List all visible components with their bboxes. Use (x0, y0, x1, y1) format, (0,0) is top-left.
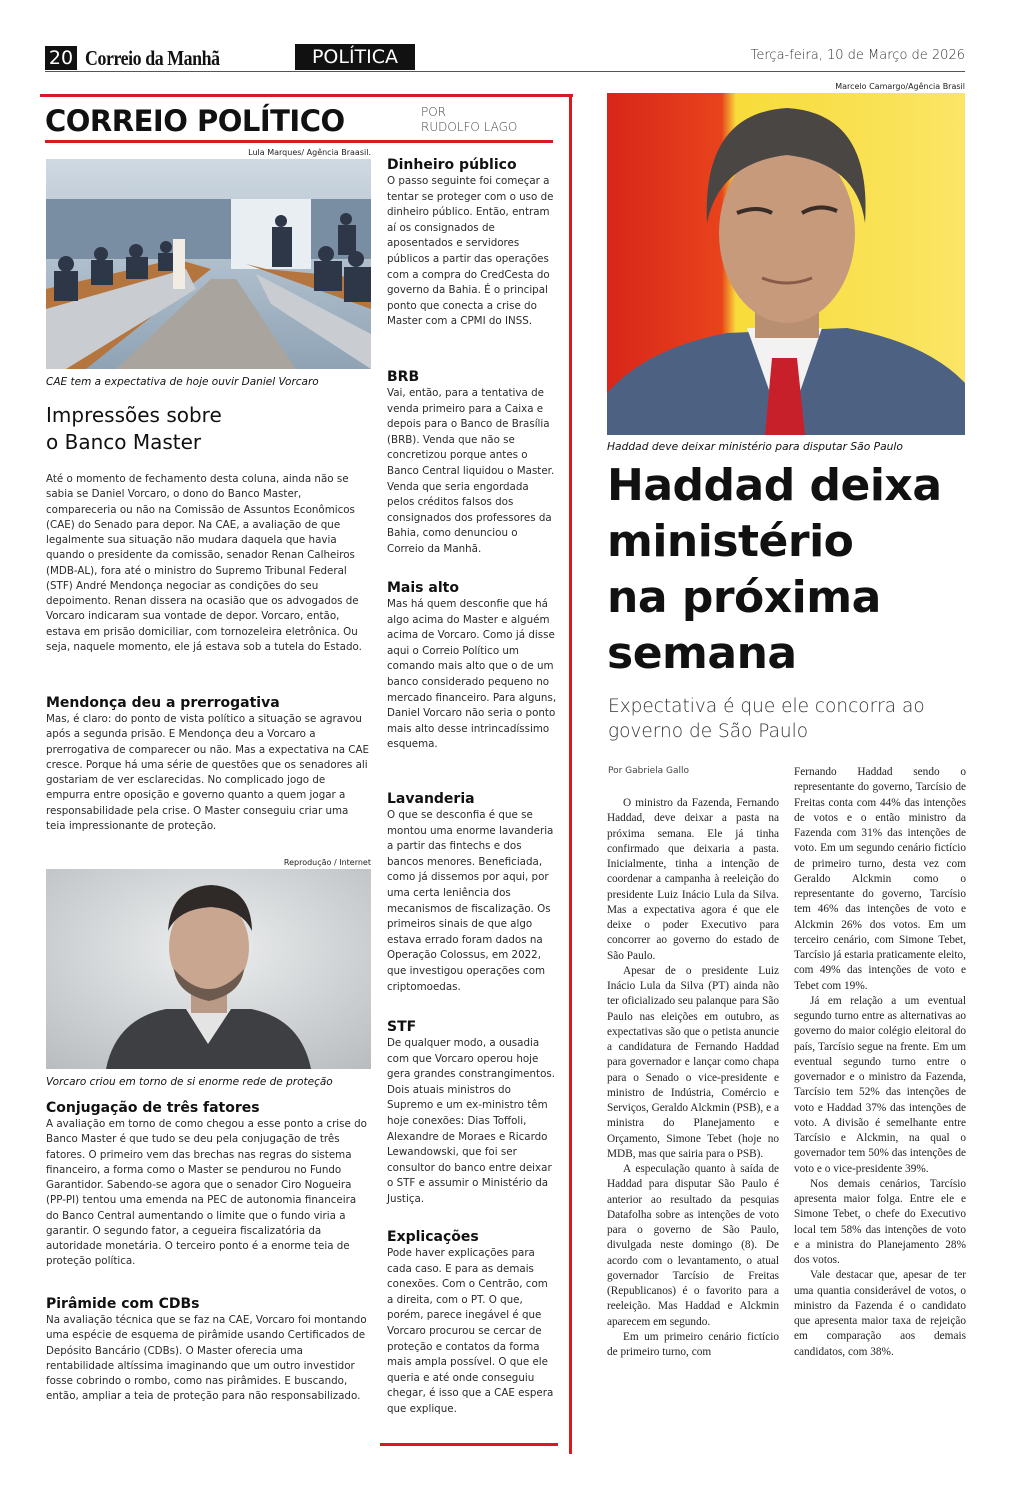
column-title-rule (45, 140, 553, 143)
article-paragraph: Em um primeiro cenário fictício de primeiro turno, com (607, 1330, 779, 1358)
article-paragraph: Vale destacar que, apesar de ter uma quantia considerável de votos, o ministro da Fazenda é o candidato que apresenta maior taxa de rejeição em comparação aos demais candidatos, com 38%. (794, 1269, 966, 1358)
column-section (46, 1099, 371, 1270)
section-text: Vai, então, para a tentativa de venda primeiro para a Caixa e depois para o Banco de Brasília (BRB). Venda que não se concretizou porque antes o Banco Central liquidou o Master. Venda que seria engordada pelos créditos falsos dos consignados dos professores da Bahia, como denunciou o Correio da Manhã. (387, 387, 555, 555)
headline-line: ministério (607, 516, 854, 567)
article-column-1 (607, 796, 779, 1360)
headline-line: semana (607, 628, 797, 679)
heading-line: o Banco Master (46, 430, 202, 454)
column-box-right-border (569, 94, 572, 1454)
headline-line: na próxima (607, 572, 881, 623)
byline-name: RUDOLFO LAGO (421, 120, 518, 134)
section-heading: Mais alto (387, 580, 459, 596)
page-number: 20 (45, 46, 77, 70)
article-column-2 (794, 765, 966, 1360)
masthead-divider (45, 71, 965, 72)
column-bottom-rule (380, 1443, 558, 1446)
section-heading: STF (387, 1019, 417, 1035)
section-text: A avaliação em torno de como chegou a esse ponto a crise do Banco Master é que tudo se deu pela conjugação de três fatores. O primeiro vem das brechas nas regras do sistema financeiro, a forma como o Master se pendurou no Fundo Garantidor. Sabendo-se agora que o senador Ciro Nogueira (PP-PI) tentou uma emenda na PEC de autonomia financeira do Banco Central aumentando o limite que o fundo viria a garantir. O segundo fator, a cegueira fiscalizatória da autoridade monetária. O terceiro ponto é a enorme teia de proteção política. (46, 1118, 367, 1268)
article-paragraph: Apesar de o presidente Luiz Inácio Lula da Silva (PT) ainda não ter oficializado seu palanque para São Paulo nas eleições em outubro, as expectativas são que o petista anuncie a candidatura de Fernando Haddad para governador e lançar como chapa para o Senado o vice-presidente e ministro de Indústria, Comércio e Serviços, Geraldo Alckmin (PSB), e a ministra do Planejamento e Orçamento, Simone Tebet (hoje no MDB, mas que sairia para o PSB). (607, 964, 779, 1160)
article-paragraph: Fernando Haddad sendo o representante do governo, Tarcísio de Freitas conta com 44% das intenções de votos e o então ministro da Fazenda com 31% das intenções de voto. Em um segundo cenário fictício de primeiro turno, desta vez com Geraldo Alckmin como o representante do governo, Tarcísio tem 46% das intenções de voto e Alckmin 26% dos votos. Em um terceiro cenário, com Simone Tebet, Tarcísio já estaria praticamente eleito, com 49% das intenções de voto e Tebet com 19%. (794, 766, 966, 992)
column-section (387, 579, 557, 753)
headline-line: Haddad deixa (607, 460, 942, 511)
column-byline (421, 105, 517, 135)
photo-caption: Haddad deve deixar ministério para disputar São Paulo (607, 440, 903, 453)
committee-room-image (46, 159, 371, 369)
article-paragraph: Nos demais cenários, Tarcísio apresenta maior folga. Entre ele e Simone Tebet, o chefe do Executivo local tem 58% das intenções de voto e a ministra do Planejamento 28% dos votos. (794, 1177, 966, 1266)
section-heading: Dinheiro público (387, 157, 517, 173)
haddad-portrait-photo (607, 93, 965, 435)
column-intro: Até o momento de fechamento desta coluna, ainda não se sabia se Daniel Vorcaro, o dono do Banco Master, compareceria ou não na Comissão de Assuntos Econômicos (CAE) do Senado para depor. Na CAE, a avaliação de que legalmente sua situação não mudara daquela que havia quando o presidente da comissão, senador Renan Calheiros (MDB-AL), fora até o ministro do Supremo Tribunal Federal (STF) André Mendonça negociar as condições do seu depoimento. Renan dissera na ocasião que os advogados de Vorcaro indicaram sua vontade de depor. Vorcaro, então, estava em prisão domiciliar, com tornozeleira eletrônica. Ou seja, naquele momento, ele já estava sob a tutela do Estado. (46, 473, 362, 653)
haddad-image (607, 93, 965, 435)
column-section (387, 156, 557, 330)
photo-caption: Vorcaro criou em torno de si enorme rede de proteção (46, 1076, 333, 1088)
section-heading: Explicações (387, 1229, 479, 1245)
article-headline (607, 458, 977, 682)
heading-line: Impressões sobre (46, 403, 222, 427)
issue-date: Terça-feira, 10 de Março de 2026 (750, 48, 965, 63)
photo-credit: Lula Marques/ Agência Braasil. (248, 148, 371, 157)
article-paragraph: A especulação quanto à saída de Haddad para disputar São Paulo é anterior ao resultado da pesquias Datafolha sobre as intenções de voto para o governo de São Paulo, divulgada neste domingo (8). De acordo com o levantamento, o atual governador Tarcísio de Freitas (Republicanos) é o favorito para a reeleição. Mas Haddad e Alckmin aparecem em segundo. (607, 1163, 779, 1328)
column-main-heading (46, 402, 222, 456)
newspaper-logo: Correio da Manhã (85, 46, 220, 70)
column-section (46, 694, 371, 834)
section-text: Pode haver explicações para cada caso. E para as demais conexões. Com o Centrão, com a direita, com o PT. O que, porém, parece inegável é que Vorcaro procurou se cercar de proteção e contatos da forma mais ampla possível. O que ele queria e até onde conseguiu chegar, é isso que a CAE espera que explique. (387, 1247, 554, 1415)
article-deck: Expectativa é que ele concorra ao governo de São Paulo (608, 696, 925, 742)
column-section (387, 368, 557, 558)
section-text: Mas, é claro: do ponto de vista político a situação se agravou após a segunda prisão. E Mendonça deu a Vorcaro a prerrogativa de comparecer ou não. Mas a expectativa na CAE cresce. Porque há uma série de questões que os senadores ali gostariam de ver esclarecidas. No complicado jogo de empurra entre oposição e governo quanto a quem jogar a responsabilidade pela crise. O Master conseguiu criar uma teia impressionante de proteção. (46, 713, 370, 832)
column-section (46, 1295, 371, 1405)
photo-credit: Reprodução / Internet (283, 858, 371, 867)
section-text: Mas há quem desconfie que há algo acima do Master e alguém acima de Vorcaro. Como já disse aqui o Correio Político um comando mais alto que o de um banco considerado pequeno no mercado financeiro. Para alguns, Daniel Vorcaro não seria o ponto mais alto desse intrincadíssimo esquema. (387, 598, 557, 751)
section-heading: Pirâmide com CDBs (46, 1296, 200, 1312)
article-author: Por Gabriela Gallo (608, 766, 689, 776)
senate-committee-photo (46, 159, 371, 369)
byline-prefix: POR (421, 105, 447, 119)
article-paragraph: Já em relação a um eventual segundo turno entre as alternativas ao governo do maior colégio eleitoral do país, Tarcísio segue na frente. Em um eventual segundo turno entre o governador e o ministro da Fazenda, Tarcísio tem 52% das intenções de voto e Haddad 37% das intenções de voto. A divisão é semelhante entre Tarcísio e Alckmin, na qual o governador tem 50% das intenções de voto e o vice-presidente 39%. (794, 994, 966, 1175)
section-heading: BRB (387, 369, 420, 385)
column-section (387, 1018, 557, 1208)
masthead (45, 44, 965, 72)
portrait-image (46, 869, 371, 1069)
section-heading: Mendonça deu a prerrogativa (46, 695, 280, 711)
photo-credit: Marcelo Camargo/Agência Brasil (835, 82, 965, 91)
column-section (387, 1228, 557, 1418)
section-heading: Lavanderia (387, 791, 475, 807)
section-text: O passo seguinte foi começar a tentar se proteger com o uso de dinheiro público. Então, entram aí os consignados de aposentados e servidores públicos a partir das operações com a compra do CredCesta do governo da Bahia. É o principal ponto que conecta a crise do Master com a CPMI do INSS. (387, 175, 554, 328)
column-box-top-border (40, 94, 573, 97)
section-tag: POLÍTICA (295, 44, 415, 70)
section-text: De qualquer modo, a ousadia com que Vorcaro operou hoje gera grandes constrangimentos. Dois atuais ministros do Supremo e um ex-ministro têm hoje conexões: Dias Toffoli, Alexandre de Moraes e Ricardo Lewandowski, que foi ser consultor do banco entre deixar o STF e assumir o Ministério da Justiça. (387, 1037, 556, 1205)
article-paragraph: O ministro da Fazenda, Fernando Haddad, deve deixar a pasta na próxima semana. Ele já tinha confirmado que deixaria a pasta. Inicialmente, tinha a intenção de coordenar a campanha à reeleição do presidente Luiz Inácio Lula da Silva. Mas a expectativa agora é que ele deixe o poder Executivo para concorrer ao governo do estado de São Paulo. (607, 797, 779, 962)
section-text: O que se desconfia é que se montou uma enorme lavanderia a partir das fintechs e dos bancos menores. Beneficiada, como já dissemos por aqui, por uma certa leniência dos mecanismos de fiscalização. Os primeiros sinais de que algo estava errado foram dados na Operação Colossus, em 2022, que investigou operações com criptomoedas. (387, 809, 554, 993)
photo-caption: CAE tem a expectativa de hoje ouvir Daniel Vorcaro (46, 376, 319, 388)
section-heading: Conjugação de três fatores (46, 1100, 260, 1116)
vorcaro-portrait-photo (46, 869, 371, 1069)
column-title: CORREIO POLÍTICO (45, 104, 345, 138)
section-text: Na avaliação técnica que se faz na CAE, Vorcaro foi montando uma espécie de esquema de pirâmide usando Certificados de Depósito Bancário (CDBs). O Master oferecia uma rentabilidade altíssima imaginando que um outro investidor fosse cobrindo o rombo, como nas pirâmides. E buscando, então, ampliar a teia de proteção para não responsabilizado. (46, 1314, 367, 1403)
column-section (387, 790, 557, 995)
